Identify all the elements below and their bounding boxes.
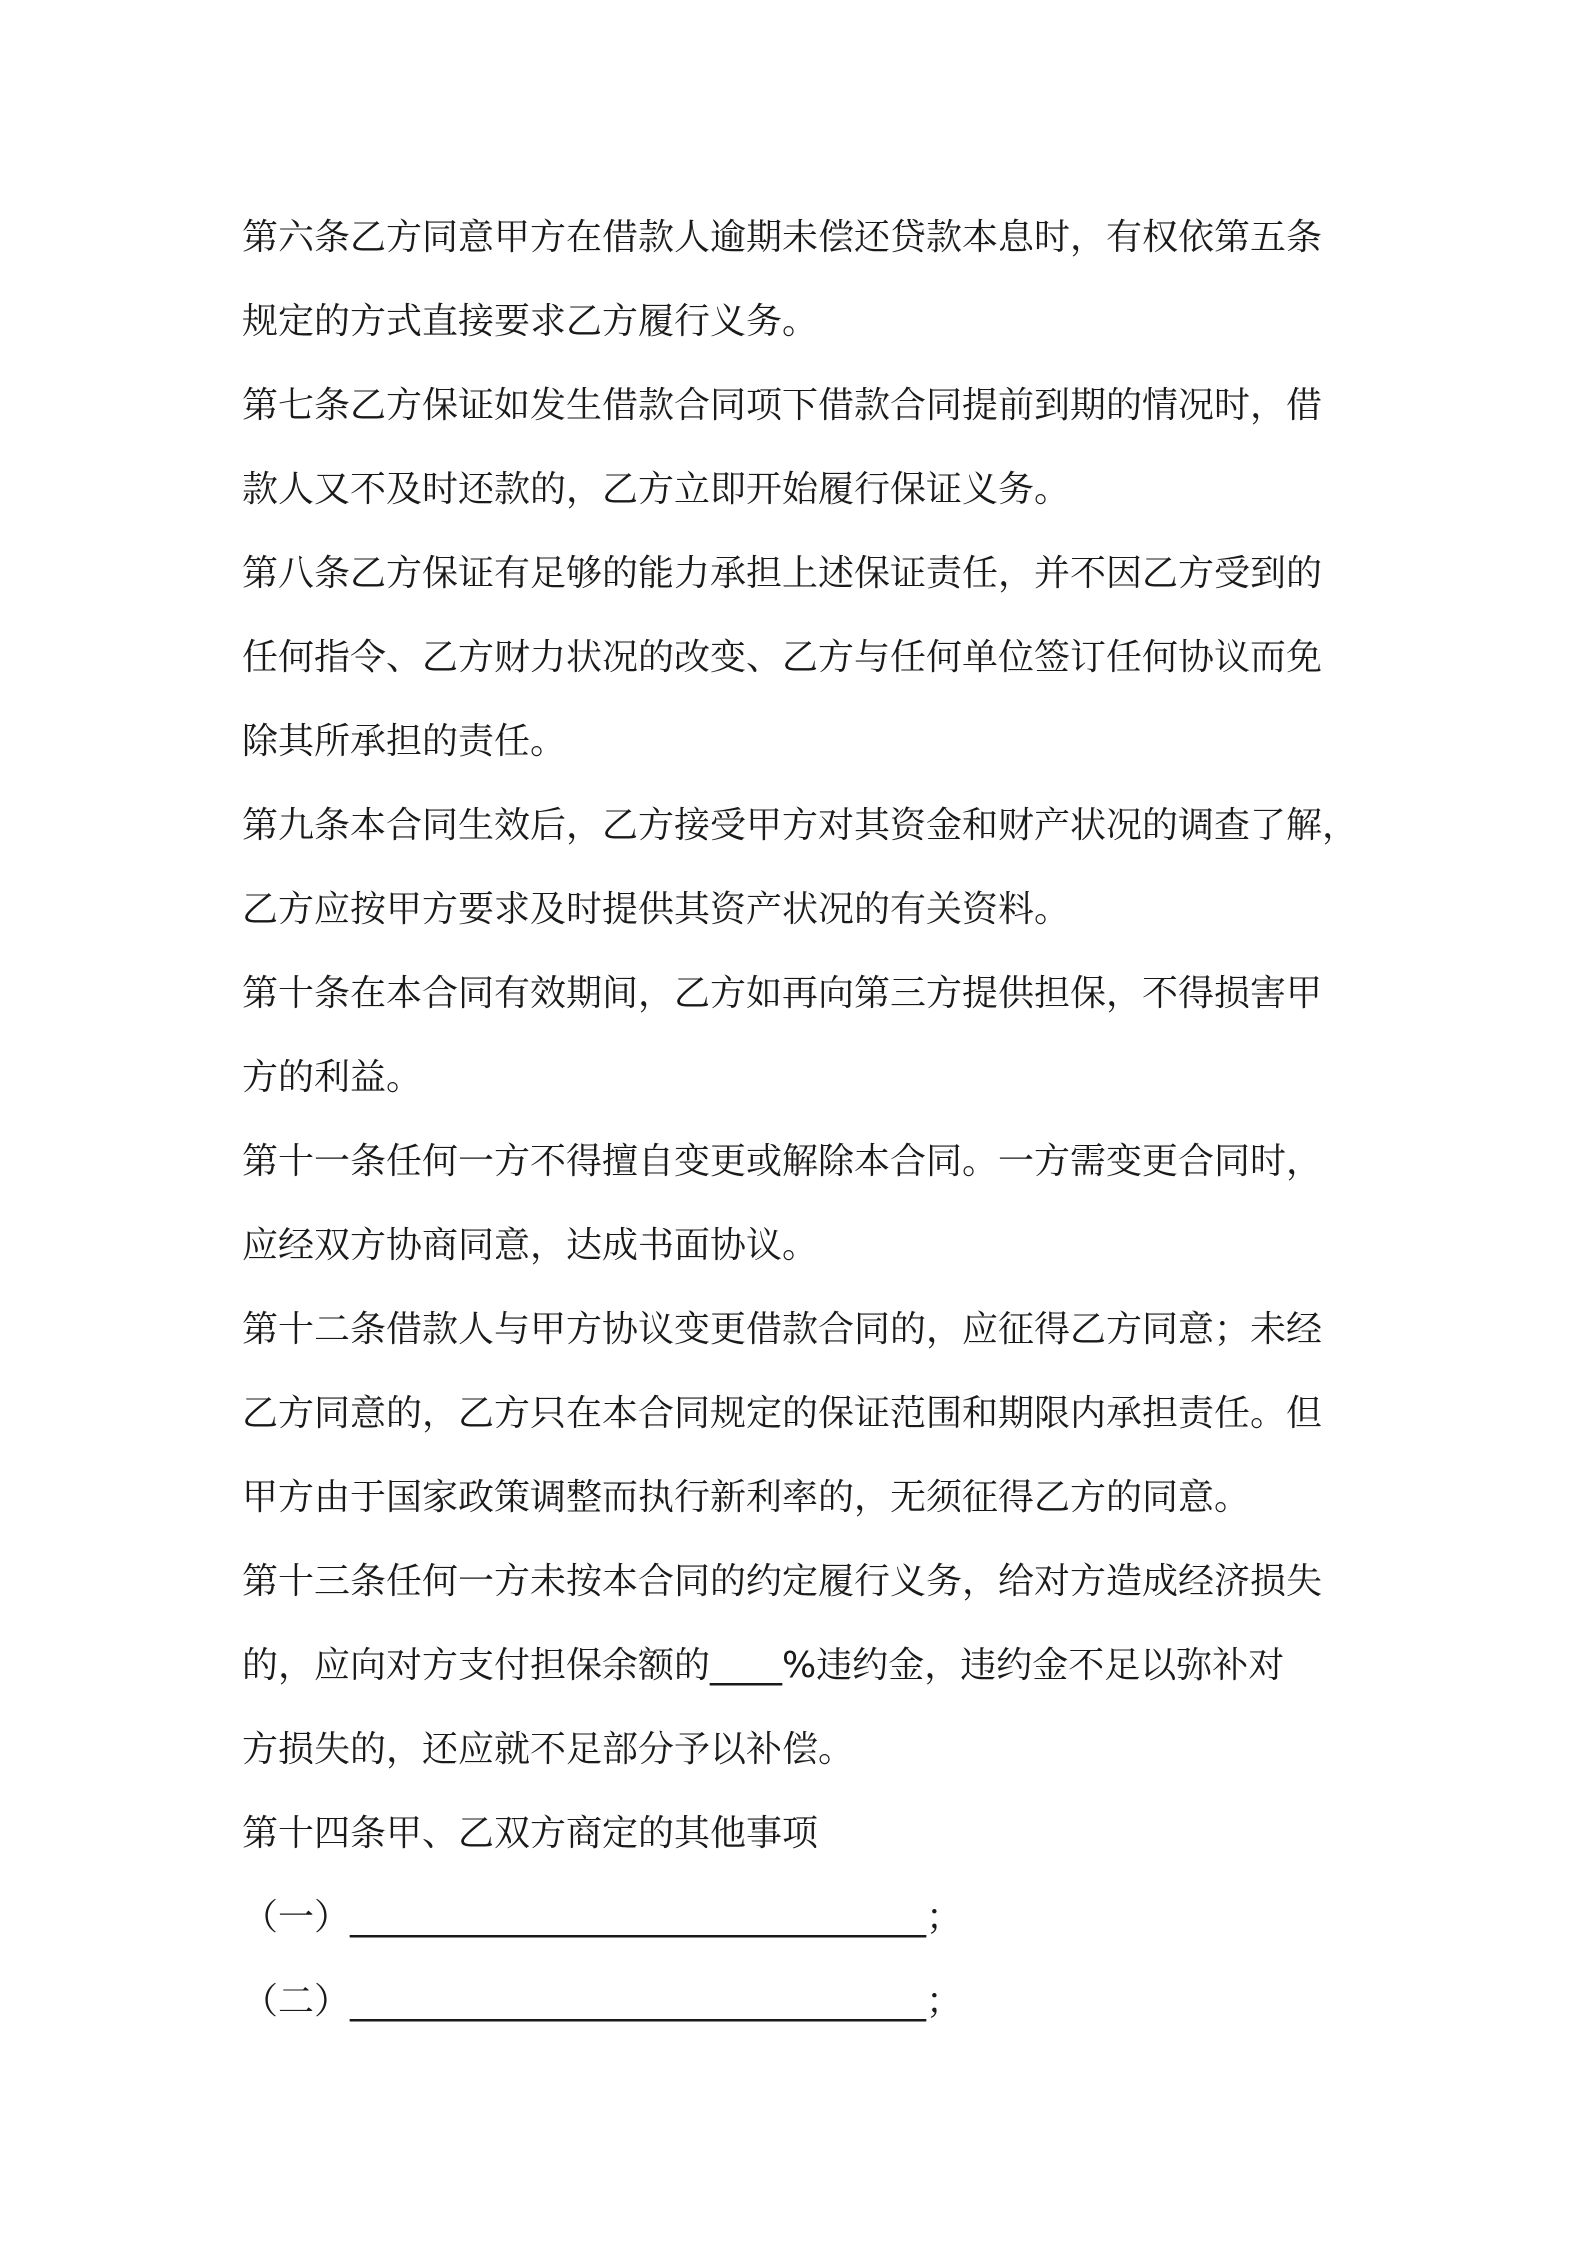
article-8-line-2: 任何指令、乙方财力状况的改变、乙方与任何单位签订任何协议而免 bbox=[242, 637, 1323, 678]
article-8-line-3: 除其所承担的责任。 bbox=[242, 721, 567, 762]
article-7-line-1: 第七条乙方保证如发生借款合同项下借款合同提前到期的情况时，借 bbox=[242, 385, 1323, 426]
article-6-line-1: 第六条乙方同意甲方在借款人逾期未偿还贷款本息时，有权依第五条 bbox=[242, 217, 1323, 258]
article-10-line-2: 方的利益。 bbox=[242, 1057, 423, 1098]
article-12-line-1: 第十二条借款人与甲方协议变更借款合同的，应征得乙方同意；未经 bbox=[242, 1309, 1323, 1350]
article-7-line-2: 款人又不及时还款的，乙方立即开始履行保证义务。 bbox=[242, 469, 1071, 510]
article-11-line-2: 应经双方协商同意，达成书面协议。 bbox=[242, 1225, 819, 1266]
article-6-line-2: 规定的方式直接要求乙方履行义务。 bbox=[242, 301, 819, 342]
other-matter-1: （一）________________________________； bbox=[242, 1897, 963, 1938]
article-13-line-1: 第十三条任何一方未按本合同的约定履行义务，给对方造成经济损失 bbox=[242, 1561, 1323, 1602]
article-9-line-2: 乙方应按甲方要求及时提供其资产状况的有关资料。 bbox=[242, 889, 1071, 930]
contract-body bbox=[242, 196, 1362, 2044]
article-9-line-1: 第九条本合同生效后，乙方接受甲方对其资金和财产状况的调查了解， bbox=[242, 805, 1359, 846]
article-13-line-2: 的，应向对方支付担保余额的____%违约金，违约金不足以弥补对 bbox=[242, 1645, 1285, 1686]
article-11-line-1: 第十一条任何一方不得擅自变更或解除本合同。一方需变更合同时， bbox=[242, 1141, 1323, 1182]
article-10-line-1: 第十条在本合同有效期间，乙方如再向第三方提供担保，不得损害甲 bbox=[242, 973, 1323, 1014]
article-12-line-2: 乙方同意的，乙方只在本合同规定的保证范围和期限内承担责任。但 bbox=[242, 1393, 1323, 1434]
article-8-line-1: 第八条乙方保证有足够的能力承担上述保证责任，并不因乙方受到的 bbox=[242, 553, 1323, 594]
other-matter-2: （二）________________________________； bbox=[242, 1981, 963, 2022]
article-12-line-3: 甲方由于国家政策调整而执行新利率的，无须征得乙方的同意。 bbox=[242, 1477, 1251, 1518]
article-14-heading: 第十四条甲、乙双方商定的其他事项 bbox=[242, 1813, 819, 1854]
article-13-line-3: 方损失的，还应就不足部分予以补偿。 bbox=[242, 1729, 855, 1770]
